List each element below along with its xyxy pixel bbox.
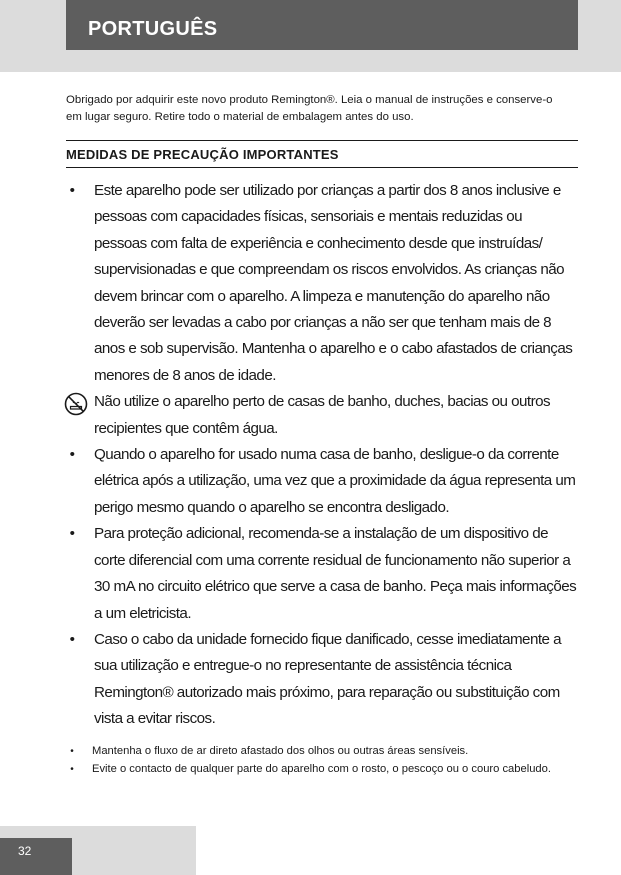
list-item-text: Evite o contacto de qualquer parte do aparelho com o rosto, o pescoço ou o couro cabeludo. xyxy=(92,763,551,775)
small-precautions-list xyxy=(66,744,578,780)
bullet-icon: • xyxy=(69,446,75,464)
list-item-text: Mantenha o fluxo de ar direto afastado dos olhos ou outras áreas sensíveis. xyxy=(92,745,469,757)
section-title: MEDIDAS DE PRECAUÇÃO IMPORTANTES xyxy=(66,147,339,162)
list-item-text: Para proteção adicional, recomenda-se a instalação de um dispositivo de corte diferencial com uma corrente residual de funcionamento não superior a 30 mA no circuito elétrico que serve a casa de banho. Peça mais informações a um eletricista. xyxy=(94,525,577,622)
list-item xyxy=(66,744,578,759)
bullet-icon: • xyxy=(70,746,74,757)
language-title: PORTUGUÊS xyxy=(88,18,218,40)
list-item xyxy=(66,762,578,777)
page-number-box xyxy=(0,838,72,875)
list-item-text: Este aparelho pode ser utilizado por crianças a partir dos 8 anos inclusive e pessoas com capacidades físicas, sensoriais e mentais reduzidas ou pessoas com falta de experiência e conhecimento desde que instruídas/ supervisionadas e que compreendam os riscos envolvidos. As crianças não devem brincar com o aparelho. A limpeza e manutenção do aparelho não deverão ser levadas a cabo por crianças a não ser que tenham mais de 8 anos e sob supervisão. Mantenha o aparelho e o cabo afastados de crianças menores de 8 anos de idade. xyxy=(94,182,573,384)
section-header xyxy=(66,140,578,168)
page-number: 32 xyxy=(18,844,32,858)
bullet-icon: • xyxy=(69,525,75,543)
list-item-text: Caso o cabo da unidade fornecido fique danificado, cesse imediatamente a sua utilização e entregue-o no representante de assistência técnica Remington® autorizado mais próximo, para reparação ou substituição com vista a evitar riscos. xyxy=(94,630,561,728)
list-item xyxy=(66,178,578,389)
list-item xyxy=(66,627,578,733)
language-header xyxy=(66,0,578,50)
no-water-icon xyxy=(64,392,88,416)
list-item-text: Quando o aparelho for usado numa casa de banho, desligue-o da corrente elétrica após a utilização, uma vez que a proximidade da água representa um perigo mesmo quando o aparelho se encontra desligado. xyxy=(94,446,576,516)
list-item-text: Não utilize o aparelho perto de casas de banho, duches, bacias ou outros recipientes que contêm água. xyxy=(94,393,551,437)
bullet-icon: • xyxy=(69,630,75,648)
bullet-icon: • xyxy=(69,182,75,199)
list-item xyxy=(66,521,578,627)
list-item xyxy=(66,389,578,442)
list-item xyxy=(66,442,578,521)
precautions-list xyxy=(66,178,578,733)
bullet-icon: • xyxy=(70,764,74,775)
intro-paragraph: Obrigado por adquirir este novo produto Remington®. Leia o manual de instruções e conserve-o em lugar seguro. Retire todo o material de embalagem antes do uso. xyxy=(66,94,553,123)
